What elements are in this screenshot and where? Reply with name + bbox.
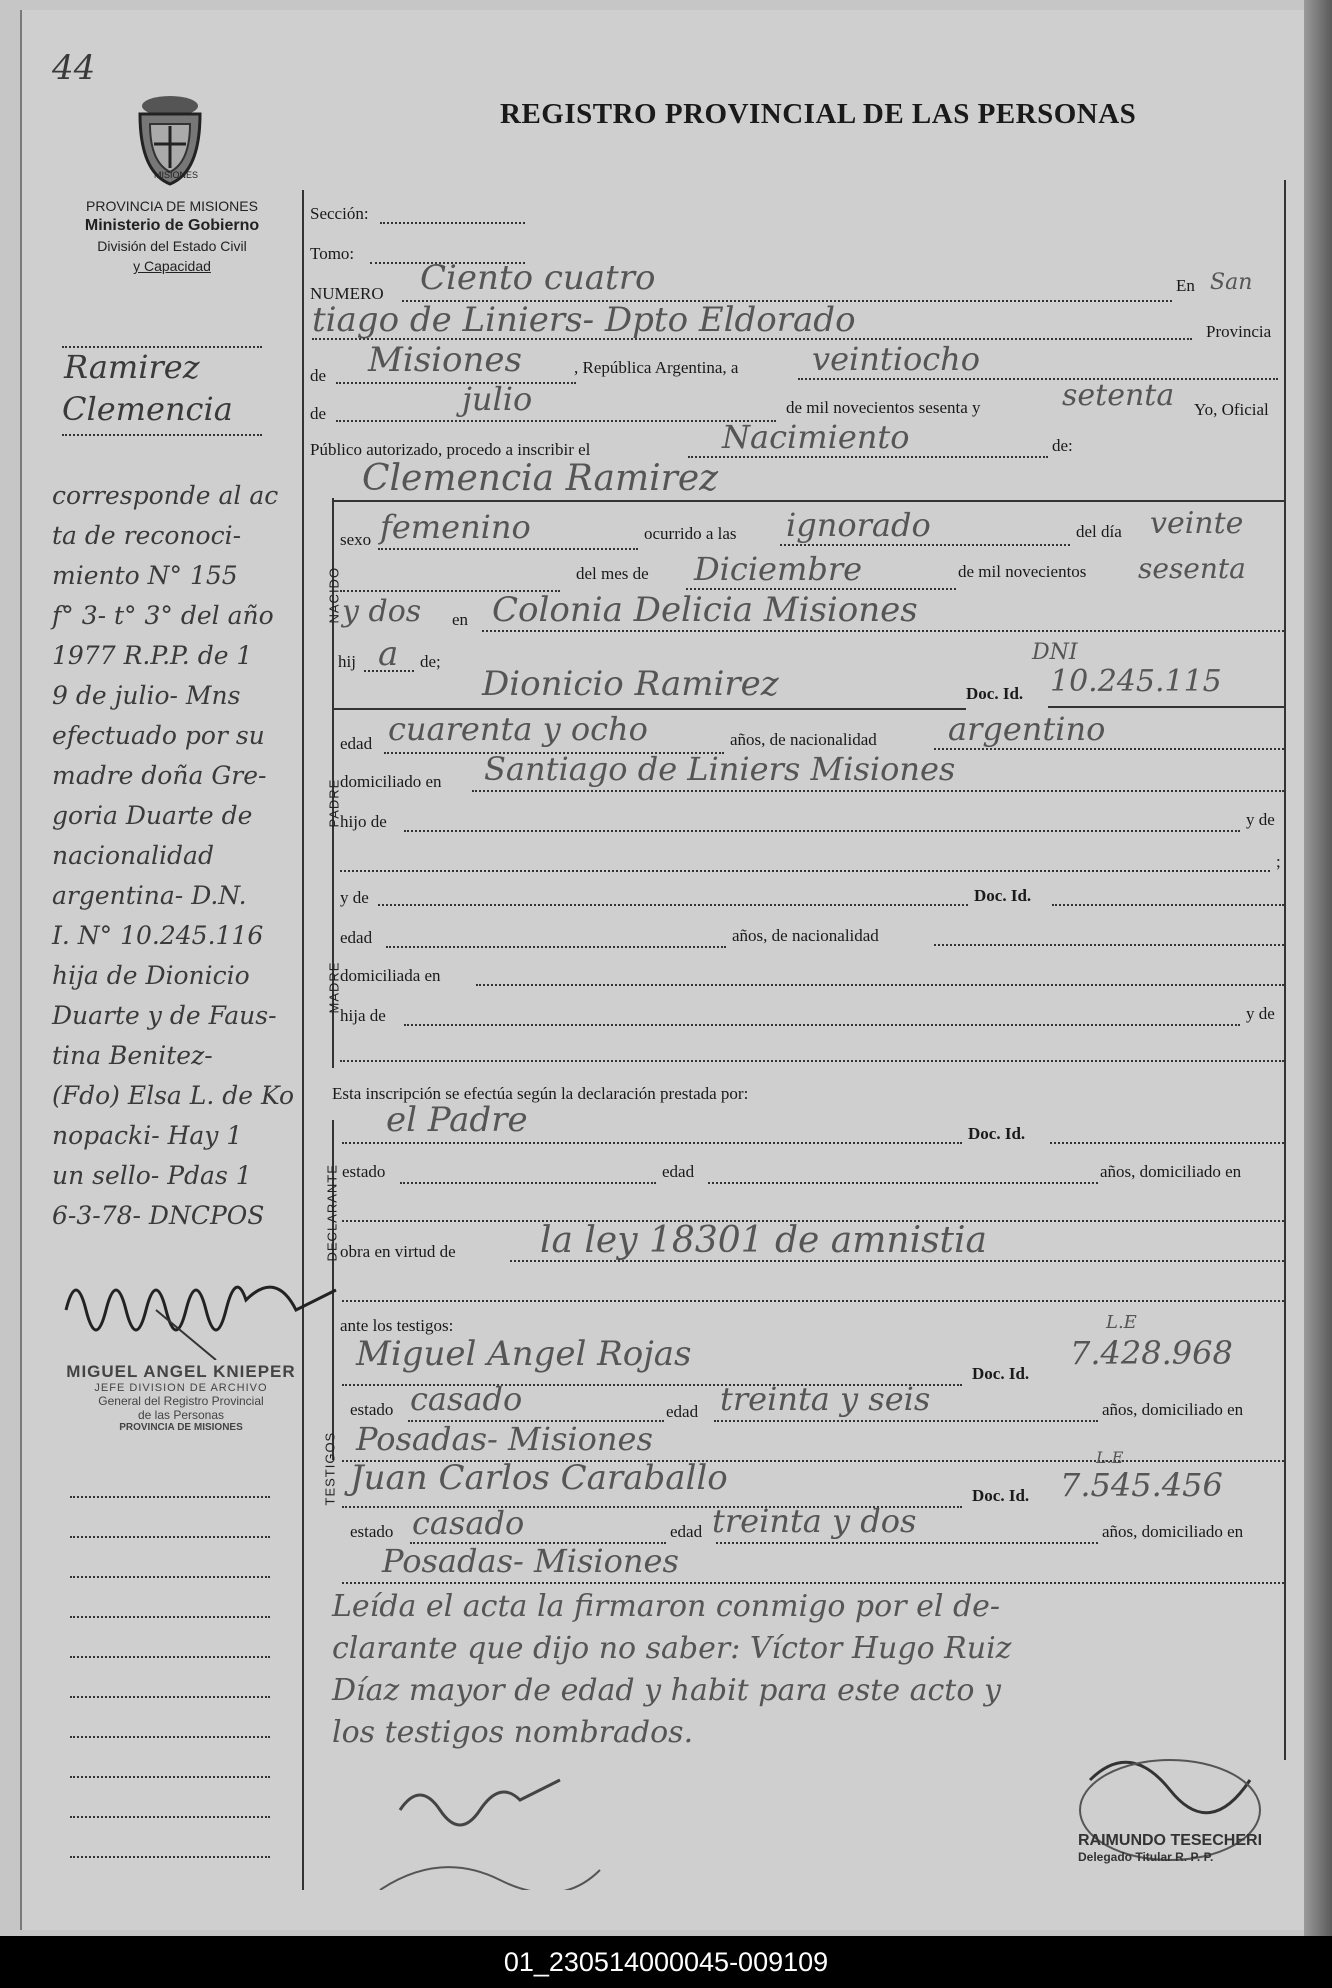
sexo-field [378,548,638,550]
de-label-2: de [310,404,327,423]
dia-field [798,378,1278,380]
margin-surname: Ramirez [64,348,200,386]
dia-nac-value-2: y dos [342,594,422,629]
signature-declarante [360,1740,620,1895]
margin-line [70,1816,270,1818]
publico-label: Público autorizado, procedo a inscribir el [310,440,591,459]
testigo1-anios-label: años, domiciliado en [1102,1400,1244,1419]
margin-note-line: miento N° 155 [52,561,238,590]
de-colon-label: de: [1052,436,1073,455]
del-mes-label: del mes de [576,564,649,583]
margin-note-line: argentina- D.N. [52,881,247,910]
page-number: 44 [52,48,96,88]
declarante-doc-label: Doc. Id. [968,1124,1026,1143]
madre-edad-label: edad [340,928,373,947]
yo-oficial-label: Yo, Oficial [1194,400,1269,419]
padre-side-label: PADRE [326,778,342,828]
margin-line-2 [62,434,262,436]
division-label-2: y Capacidad [133,258,211,274]
sexo-label: sexo [340,530,372,549]
stamp-registrar-title: Delegado Titular R. P. P. [1078,1850,1214,1864]
padre-nac-field [934,748,1284,750]
left-header [52,196,292,276]
y-de-label-2: y de [1246,1004,1275,1023]
declarante-side-label: DECLARANTE [324,1164,340,1262]
margin-note-line: (Fdo) Elsa L. de Ko [52,1081,295,1110]
hija-de-field-2 [340,1060,1284,1062]
de-mil-novecientos-label: de mil novecientos [958,562,1087,581]
testigo1-doc-type: L.E [1106,1312,1137,1333]
right-frame-line [1284,180,1286,1760]
inscripcion-label: Esta inscripción se efectúa según la declaración prestada por: [332,1084,749,1103]
acto-field [688,456,1048,458]
testigo2-estado-value: casado [412,1504,525,1542]
margin-note-line: nacionalidad [52,841,214,870]
testigo2-anios-label: años, domiciliado en [1102,1522,1244,1541]
testigo1-edad-label: edad [666,1402,699,1421]
provincia-label: Provincia [1206,322,1272,341]
margin-note-line: hija de Dionicio [52,961,250,990]
hij-value: a [378,634,399,674]
margin-line [70,1776,270,1778]
margin-note-line: efectuado por su [52,721,265,750]
stamp-registrar [1078,1832,1262,1864]
virtud-value: la ley 18301 de amnistia [540,1220,987,1261]
closing-line: Leída el acta la firmaron conmigo por el de- [332,1589,1001,1624]
division-label: División del Estado Civil [97,238,247,254]
mes-value: julio [462,380,533,418]
testigo2-name: Juan Carlos Caraballo [350,1458,728,1498]
padre-doc-type: DNI [1032,640,1078,665]
en-label-2: en [452,610,469,629]
margin-note-line: Duarte y de Faus- [52,1001,277,1030]
dia-value: veintiocho [812,340,981,378]
margin-note-line: tina Benitez- [52,1041,213,1070]
de-label: de [310,366,327,385]
testigo2-dom-field [342,1582,1284,1584]
lugar-nac-value: Colonia Delicia Misiones [492,590,918,630]
stamp-archive-name: MIGUEL ANGEL KNIEPER [66,1362,296,1381]
ocurrido-label: ocurrido a las [644,524,737,543]
padre-edad-value: cuarenta y ocho [388,710,648,748]
margin-line [70,1576,270,1578]
testigo2-doc-label: Doc. Id. [972,1486,1030,1505]
coat-of-arms-seal [128,92,212,188]
declarante-estado-field [400,1182,656,1184]
margin-note [52,476,294,1236]
padre-dom-field [472,790,1284,792]
margin-line [70,1536,270,1538]
ministry-label: Ministerio de Gobierno [84,217,260,234]
republica-label: , República Argentina, a [574,358,739,377]
anio-nac-value: sesenta [1138,552,1246,585]
margin-note-line: corresponde al ac [52,481,279,510]
mes-field [336,420,776,422]
testigo2-doc-value: 7.545.456 [1060,1466,1223,1504]
padre-anios-label: años, de nacionalidad [730,730,877,749]
testigo2-estado-label: estado [350,1522,394,1541]
testigo1-edad-field [714,1420,1098,1422]
padre-nombre-value: Dionicio Ramirez [482,664,779,704]
del-dia-label: del día [1076,522,1122,541]
padre-doc-label: Doc. Id. [966,684,1024,703]
seccion-label: Sección: [310,204,369,223]
margin-note-line: f° 3- t° 3° del año [52,601,274,630]
declarante-value: el Padre [386,1100,528,1140]
margin-signature [56,1250,346,1365]
margin-note-line: 1977 R.P.P. de 1 [52,641,253,670]
declarante-estado-label: estado [342,1162,386,1181]
declarante-edad-field [708,1182,1098,1184]
obra-label: obra en virtud de [340,1242,456,1261]
testigo1-estado-label: estado [350,1400,394,1419]
hijo-de-label: hijo de [340,812,387,831]
provincia-value: Misiones [368,340,522,380]
margin-firstname: Clemencia [62,390,233,428]
madre-anios-label: años, de nacionalidad [732,926,879,945]
virtud-field [510,1260,1284,1262]
testigo2-dom-value: Posadas- Misiones [382,1542,679,1580]
hij-label: hij [338,652,356,671]
province-label: PROVINCIA DE MISIONES [86,198,258,214]
numero-label: NUMERO [310,284,384,303]
hora-value: ignorado [786,506,931,544]
binding-edge [1304,0,1332,1936]
madre-edad-field [386,946,726,948]
madre-nac-field [934,944,1284,946]
padre-doc-underline [1048,706,1284,708]
stamp-archive [36,1362,326,1433]
hija-de-field [404,1024,1240,1026]
image-id-footer: 01_230514000045-009109 [0,1936,1332,1988]
hijo-de-field [404,830,1240,832]
margin-divider [302,190,304,1890]
seal-text: MISIONES [154,170,199,180]
stamp-archive-line3: General del Registro Provincial [98,1394,264,1408]
semicolon-label: ; [1276,852,1281,871]
y-de-label: y de [1246,810,1275,829]
margin-line [70,1696,270,1698]
padre-dom-label: domiciliado en [340,772,442,791]
tomo-label: Tomo: [310,244,355,263]
nacido-side-label: NACIDO [326,566,342,624]
padre-edad-label: edad [340,734,373,753]
provincia-field [336,382,576,384]
nombre-value: Clemencia Ramirez [362,458,719,499]
virtud-field-2 [342,1300,1284,1302]
closing-text [332,1586,1011,1754]
declarante-doc-field [1050,1142,1284,1144]
closing-line: clarante que dijo no saber: Víctor Hugo Ruiz [332,1631,1012,1666]
mes-nac-value: Diciembre [694,550,863,588]
padre-nac-value: argentino [948,710,1106,748]
margin-line [70,1656,270,1658]
margin-note-line: 6-3-78- DNCPOS [52,1201,265,1230]
seccion-field [380,222,525,224]
declarante-field [342,1142,962,1144]
en-value-2: tiago de Liniers- Dpto Eldorado [312,300,856,340]
mil-novecientos-label: de mil novecientos sesenta y [786,398,981,417]
margin-note-line: goria Duarte de [52,801,253,830]
padre-doc-value: 10.245.115 [1050,664,1222,699]
madre-y-de-label: y de [340,888,369,907]
nombre-underline [332,500,1284,502]
numero-value: Ciento cuatro [420,258,656,298]
en-label: En [1176,276,1195,295]
margin-note-line: madre doña Gre- [52,761,267,790]
madre-dom-label: domiciliada en [340,966,441,985]
margin-line [70,1616,270,1618]
closing-line: los testigos nombrados. [332,1715,694,1750]
anio-value: setenta [1062,378,1175,413]
testigo1-name: Miguel Angel Rojas [356,1334,692,1374]
testigos-label: ante los testigos: [340,1316,454,1335]
testigo1-doc-label: Doc. Id. [972,1364,1030,1383]
margin-line [70,1736,270,1738]
testigo2-edad-value: treinta y dos [712,1502,917,1540]
margin-note-line: un sello- Pdas 1 [52,1161,252,1190]
margin-note-line: I. N° 10.245.116 [52,921,264,950]
page-title: REGISTRO PROVINCIAL DE LAS PERSONAS [500,98,1137,130]
madre-doc-field [1052,904,1284,906]
testigo2-doc-type: L.E [1096,1448,1124,1467]
stamp-archive-line2: JEFE DIVISION DE ARCHIVO [94,1382,268,1394]
madre-nombre-field [378,904,968,906]
testigo1-doc-value: 7.428.968 [1070,1334,1233,1372]
testigo1-edad-value: treinta y seis [720,1380,931,1418]
madre-dom-field [476,984,1284,986]
sexo-value: femenino [380,508,531,546]
acto-value: Nacimiento [722,418,910,456]
margin-line [70,1856,270,1858]
margin-note-line: ta de reconoci- [52,521,242,550]
testigo1-dom-value: Posadas- Misiones [356,1420,653,1458]
testigo2-edad-label: edad [670,1522,703,1541]
margin-note-line: nopacki- Hay 1 [52,1121,243,1150]
hora-field [780,544,1070,546]
hijo-de-field-2 [340,870,1270,872]
stamp-archive-line5: PROVINCIA DE MISIONES [119,1422,243,1433]
padre-dom-value: Santiago de Liniers Misiones [484,750,956,788]
declarante-anios-label: años, domiciliado en [1100,1162,1242,1181]
madre-side-label: MADRE [326,961,342,1014]
stamp-archive-line4: de las Personas [137,1408,225,1422]
declarante-edad-label: edad [662,1162,695,1181]
hija-de-label: hija de [340,1006,386,1025]
hij-field [364,670,414,672]
margin-line [70,1496,270,1498]
dia-nac-value: veinte [1150,506,1244,541]
en-value: San [1210,270,1253,295]
lugar-nac-field [482,630,1284,632]
testigos-side-label: TESTIGOS [322,1431,338,1506]
stamp-registrar-name: RAIMUNDO TESECHERI [1078,1832,1263,1849]
testigo1-estado-value: casado [410,1380,523,1418]
testigo2-edad-field [716,1542,1098,1544]
de-semicolon-label: de; [420,652,441,671]
madre-doc-label: Doc. Id. [974,886,1032,905]
margin-note-line: 9 de julio- Mns [52,681,241,710]
closing-line: Díaz mayor de edad y habit para este acto y [332,1673,1001,1708]
